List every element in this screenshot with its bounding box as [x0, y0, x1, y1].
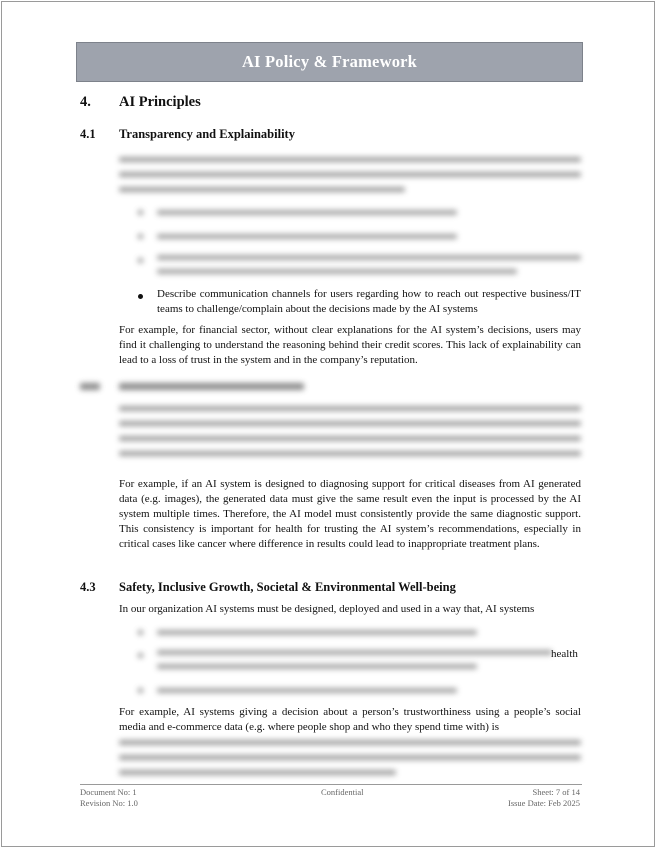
example-paragraph-social-scoring: For example, AI systems giving a decision about a person’s trustworthiness using a people’s social media and e-commerce data (e.g. where people shop and who they spend time with) is	[119, 706, 581, 733]
document-title-banner: AI Policy & Framework	[76, 42, 583, 82]
bullet-marker	[138, 294, 143, 299]
footer-sheet-number: Sheet: 7 of 14	[532, 787, 580, 797]
footer-document-number: Document No: 1	[80, 787, 137, 797]
section-number: 4.	[80, 94, 91, 110]
blurred-paragraph	[119, 406, 581, 466]
subsection-4-1-number: 4.1	[80, 127, 96, 141]
footer-divider	[80, 784, 582, 785]
subsection-4-3-number: 4.3	[80, 580, 96, 594]
example-paragraph-diagnostics: For example, if an AI system is designed to diagnosing support for critical diseases from AI generated data (e.g. images), the generated data must give the same result even the input is processed by the AI system multiple times. Therefore, the AI model must consistently provide the same diagnostic support. This consistency is important for health for trusting the AI system’s recommendations, especially in critical cases like cancer where difference in results could lead to inappropriate treatment plans.	[119, 478, 581, 550]
document-page	[1, 1, 655, 847]
example-paragraph-financial: For example, for financial sector, without clear explanations for the AI system’s decisions, users may find it challenging to understand the reasoning behind their credit scores. This lack of explainability can lead to a loss of trust in the system and in the company’s reputation.	[119, 324, 581, 366]
subsection-4-3-title: Safety, Inclusive Growth, Societal & Environmental Well-being	[119, 580, 456, 594]
blurred-paragraph	[119, 157, 581, 202]
footer-issue-date: Issue Date: Feb 2025	[507, 798, 580, 808]
bullet-text-fragment: health	[551, 648, 578, 660]
subsection-4-1-title: Transparency and Explainability	[119, 127, 295, 141]
footer-classification: Confidential	[321, 787, 364, 797]
section-title: AI Principles	[119, 94, 201, 110]
subsection-4-3-intro: In our organization AI systems must be designed, deployed and used in a way that, AI systems	[119, 603, 535, 615]
footer-revision-number: Revision No: 1.0	[80, 798, 138, 808]
bullet-communication-channels: Describe communication channels for users regarding how to reach out respective business/IT teams to challenge/complain about the decisions made by the AI systems	[157, 288, 581, 315]
blurred-paragraph	[119, 740, 581, 785]
